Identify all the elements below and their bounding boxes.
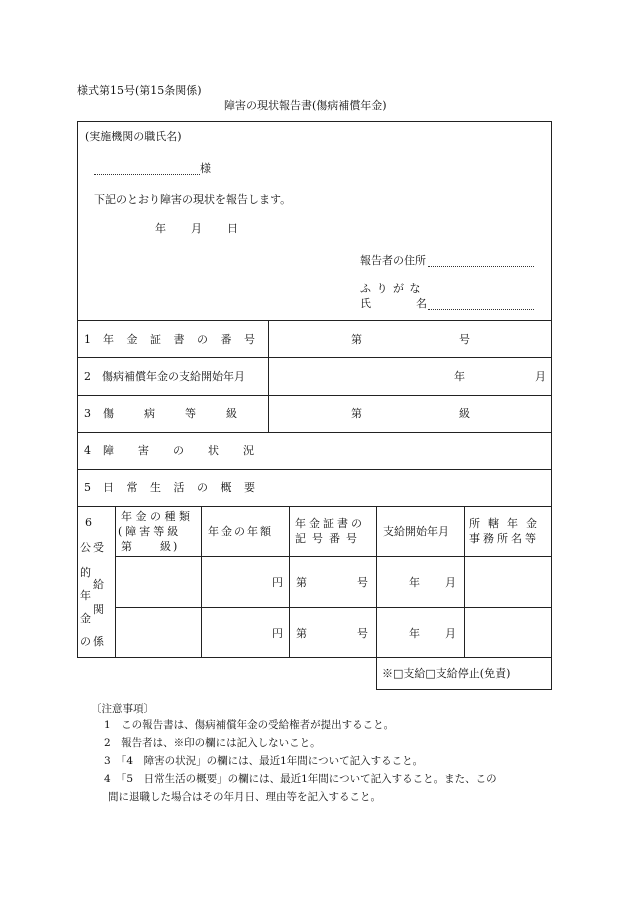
address-label: 報告者の住所 <box>360 254 426 267</box>
form-number: 様式第15号(第15条関係) <box>77 84 202 97</box>
row3-label: 傷病等級 <box>103 407 267 420</box>
name-field[interactable] <box>428 309 534 310</box>
row5-label: 日常生活の概要 <box>103 481 268 494</box>
header-cert-1: 年金証書の <box>295 517 365 530</box>
row3-dai: 第 <box>351 407 362 420</box>
header-office-1: 所轄年金 <box>469 517 545 530</box>
report-statement: 下記のとおり障害の現状を報告します。 <box>94 193 292 206</box>
note-item-continuation: 間に退職した場合はその年月日、理由等を記入すること。 <box>108 791 381 803</box>
header-kind-3: 第 級) <box>121 540 180 553</box>
name-label-1: 氏 <box>360 297 371 310</box>
row1-go: 号 <box>459 333 470 346</box>
row4-label: 障害の状況 <box>103 444 278 457</box>
address-field[interactable] <box>428 266 534 267</box>
note-item: 1 この報告書は、傷病補償年金の受給権者が提出すること。 <box>104 719 395 731</box>
note-item: 3 「4 障害の状況」の欄には、最近1年間について記入すること。 <box>104 755 424 767</box>
header-office-2: 事務所名等 <box>469 532 539 545</box>
row2-label: 傷病補償年金の支給開始年月 <box>102 370 245 383</box>
row2-month: 月 <box>535 370 546 383</box>
header-cert-2: 記号番号 <box>295 532 363 545</box>
date-day-label: 日 <box>227 222 238 235</box>
note-item: 4 「5 日常生活の概要」の欄には、最近1年間について記入すること。また、この <box>104 773 497 785</box>
row3-kyu: 級 <box>459 407 470 420</box>
form-title: 障害の現状報告書(傷病補償年金) <box>224 99 387 112</box>
row6-number: 6 <box>85 516 92 529</box>
row1-label: 年金証書の番号 <box>103 333 268 346</box>
row2-year: 年 <box>454 370 465 383</box>
agency-name-field[interactable] <box>94 174 200 175</box>
date-month-label: 月 <box>191 222 202 235</box>
header-kind-2: (障害等級 <box>118 525 182 538</box>
stamp-box[interactable]: ※□支給□支給停止(免責) <box>382 667 511 680</box>
sama-label: 様 <box>200 162 211 175</box>
row2-number: 2 <box>84 370 91 383</box>
row1-dai: 第 <box>351 333 362 346</box>
date-year-label: 年 <box>155 222 166 235</box>
header-kind-1: 年金の種類 <box>121 510 194 523</box>
note-item: 2 報告者は、※印の欄には記入しないこと。 <box>104 737 321 749</box>
row5-number: 5 <box>84 481 91 494</box>
furigana-label: ふ り が な <box>360 282 422 295</box>
header-amount: 年金の年額 <box>208 525 273 538</box>
row1-number: 1 <box>84 333 91 346</box>
notes-heading: 〔注意事項〕 <box>91 703 154 715</box>
name-label-2: 名 <box>416 297 427 310</box>
header-start: 支給開始年月 <box>383 525 449 538</box>
agency-label: (実施機関の職氏名) <box>85 130 182 143</box>
row4-number: 4 <box>84 444 91 457</box>
row3-number: 3 <box>84 407 91 420</box>
